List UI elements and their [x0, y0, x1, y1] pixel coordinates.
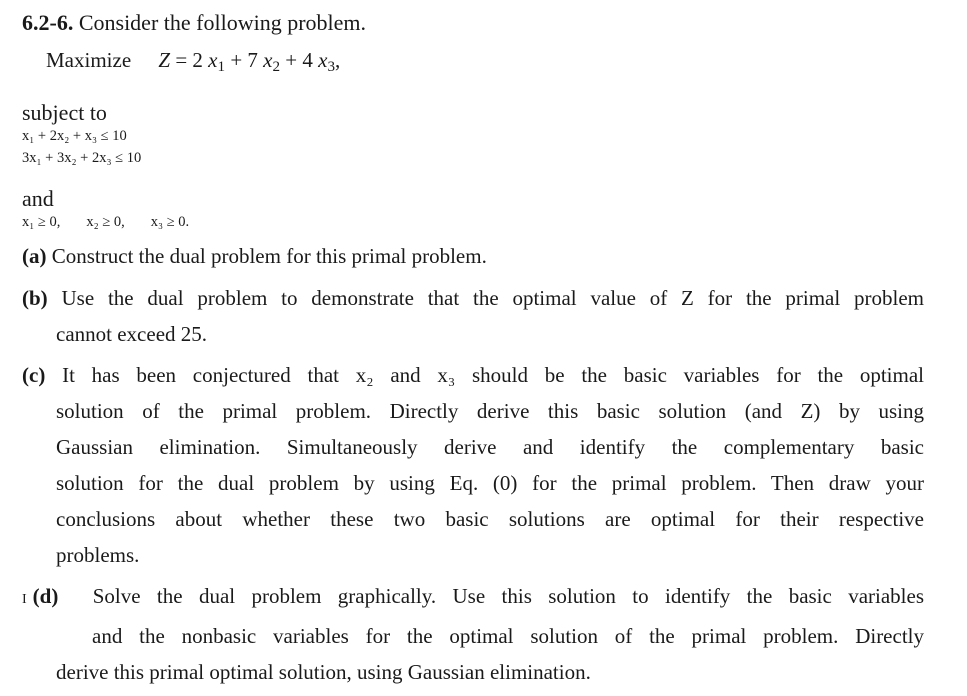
- problem-title: [22, 10, 366, 36]
- part-d-line-3: derive this primal optimal solution, using Gaussian elimination.: [56, 660, 591, 684]
- part-c-var-x3: x₃: [437, 363, 456, 387]
- part-b-label: (b): [22, 286, 48, 310]
- constraint-2: 3x₁ + 3x₂ + 2x₃ ≤ 10: [22, 150, 142, 166]
- subject-to-label: subject to: [22, 100, 107, 125]
- part-a-text: Construct the dual problem for this primal problem.: [51, 244, 487, 268]
- part-d: [22, 578, 924, 690]
- objective-line: [46, 48, 340, 76]
- nonneg-x2: x₂ ≥ 0,: [86, 214, 125, 230]
- constraint-1: x₁ + 2x₂ + x₃ ≤ 10: [22, 128, 127, 144]
- part-c-line-1c: should be the basic variables for the optimal: [455, 363, 925, 387]
- part-b-line-1: Use the dual problem to demonstrate that the optimal value of Z for the primal problem: [61, 286, 925, 310]
- objective-expression: Z = 2 $x_1 + 7$ $x_2 + 4$ $x_3$,: [158, 48, 341, 75]
- problem-intro: Consider the following problem.: [78, 10, 367, 35]
- nonneg-x1: x₁ ≥ 0,: [22, 214, 61, 230]
- objective-label: Maximize: [46, 48, 132, 72]
- part-b: [22, 280, 924, 352]
- nonnegativity-constraints: [22, 214, 189, 231]
- part-a-label: (a): [22, 244, 47, 268]
- part-c-line-1a: It has been conjectured that: [62, 363, 356, 387]
- and-label: and: [22, 186, 54, 211]
- part-c: [22, 357, 924, 573]
- nonneg-x3: x₃ ≥ 0.: [150, 214, 190, 230]
- part-c-var-x2: x₂: [355, 363, 374, 387]
- part-d-label: (d): [32, 584, 59, 608]
- part-c-label: (c): [22, 363, 46, 387]
- part-d-line-1: Solve the dual problem graphically. Use this solution to identify the basic variables: [92, 584, 925, 608]
- part-c-line-1b: and: [373, 363, 438, 387]
- part-c-line-6: problems.: [56, 543, 140, 567]
- part-c-line-2: solution of the primal problem. Directly derive this basic solution (and Z) by using: [56, 399, 924, 423]
- problem-number: 6.2-6.: [22, 10, 74, 35]
- part-b-line-2: cannot exceed 25.: [56, 322, 208, 346]
- part-d-line-2: and the nonbasic variables for the optimal solution of the primal problem. Directly: [92, 624, 924, 648]
- part-d-margin-mark: I: [22, 592, 27, 607]
- part-c-line-5: conclusions about whether these two basic solutions are optimal for their respective: [56, 507, 924, 531]
- part-c-line-3: Gaussian elimination. Simultaneously derive and identify the complementary basic: [56, 435, 924, 459]
- part-c-line-4: solution for the dual problem by using Eq. (0) for the primal problem. Then draw your: [56, 471, 924, 495]
- part-a: [22, 238, 924, 274]
